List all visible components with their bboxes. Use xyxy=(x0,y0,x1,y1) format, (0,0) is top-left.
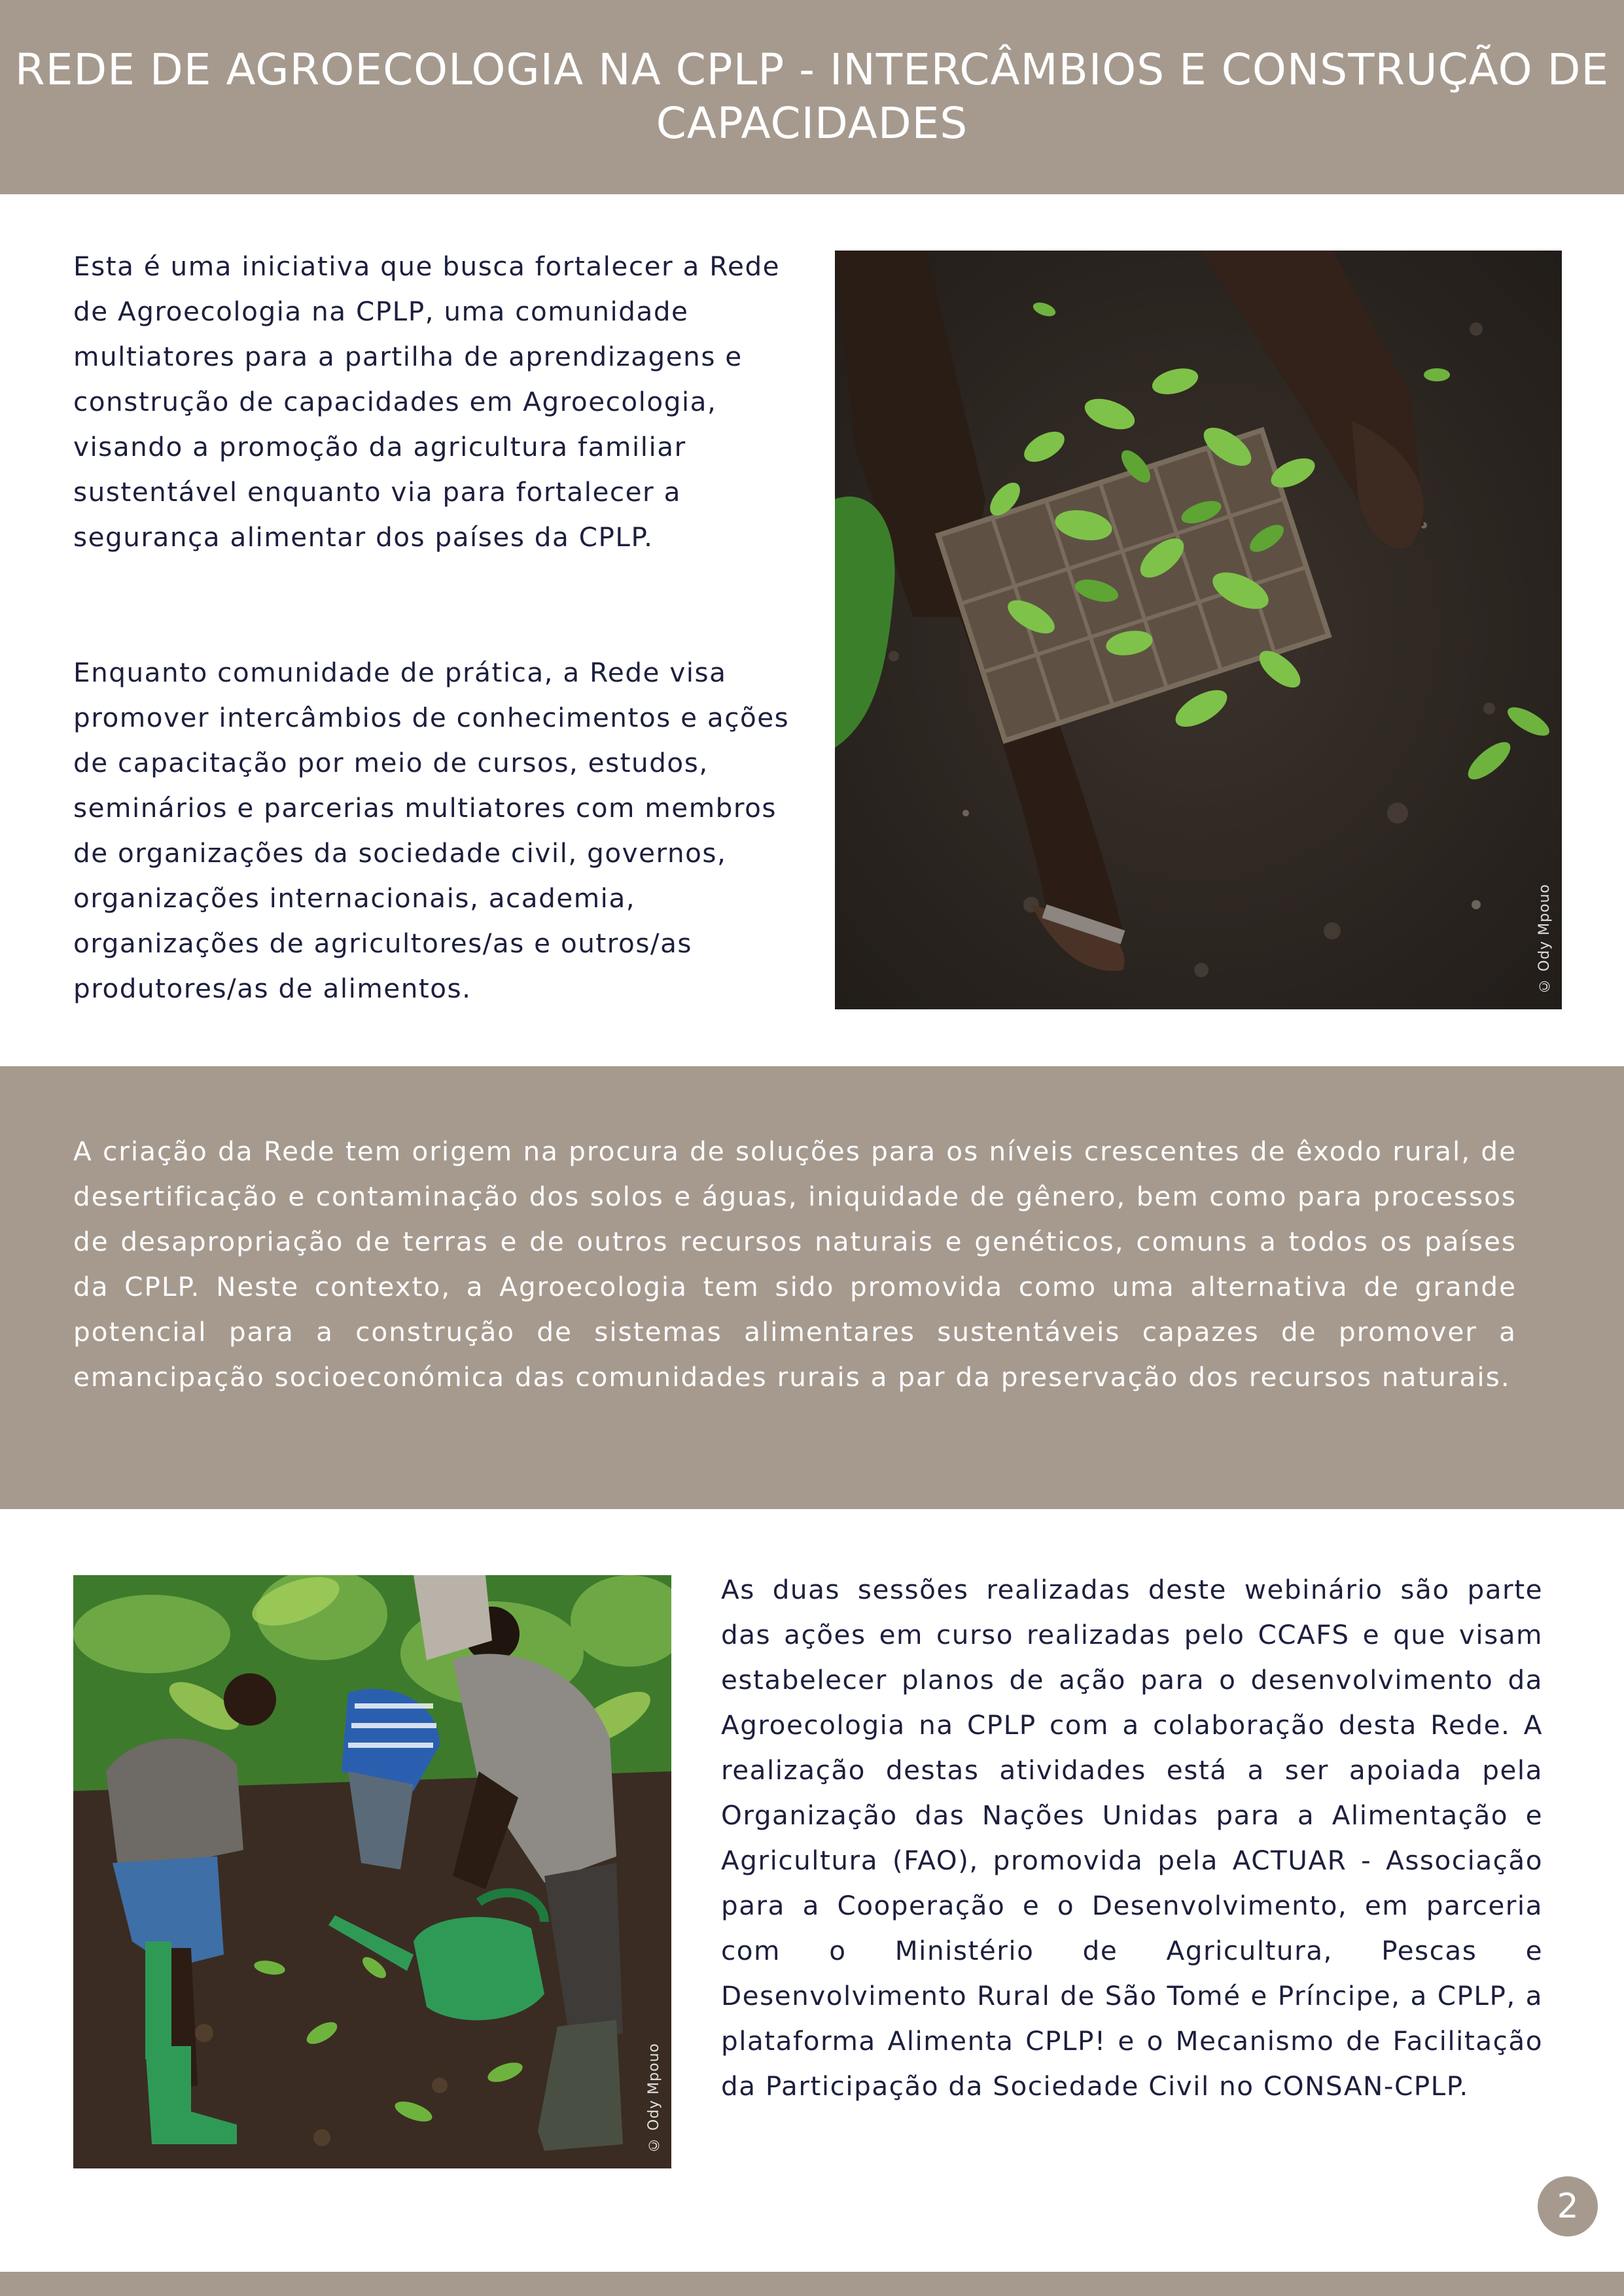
webinar-paragraph: As duas sessões realizadas deste webinário são parte das ações em curso realizadas pelo CCAFS e que visam estabelecer planos de ação para o desenvolvimento da Agroecologia na CPLP com a colaboração desta Rede. A realização destas atividades está a ser apoiada pela Organização das Nações Unidas para a Alimentação e Agricultura (FAO), promovida pela ACTUAR - Associação para a Cooperação e o Desenvolvimento, em parceria com o Ministério de Agricultura, Pescas e Desenvolvimento Rural de São Tomé e Príncipe, a CPLP, a plataforma Alimenta CPLP! e o Mecanismo de Facilitação da Participação da Sociedade Civil no CONSAN-CPLP. xyxy=(721,1574,1543,2102)
context-paragraph: A criação da Rede tem origem na procura de soluções para os níveis crescentes de êxodo rural, de desertificação e contaminação dos solos e águas, iniquidade de gênero, bem como para processos de desapropriação de terras e de outros recursos naturais e genéticos, comuns a todos os países da CPLP. Neste contexto, a Agroecologia tem sido promovida como uma alternativa de grande potencial para a construção de sistemas alimentares sustentáveis capazes de promover a emancipação socioeconómica das comunidades rurais a par da preservação dos recursos naturais. xyxy=(73,1136,1517,1393)
farmers-illustration xyxy=(73,1575,671,2168)
photo-credit: © Ody Mpouo xyxy=(646,2042,662,2153)
page-number-badge: 2 xyxy=(1538,2176,1598,2236)
seedling-tray-illustration xyxy=(835,251,1562,1009)
photo-credit: © Ody Mpouo xyxy=(1536,883,1553,994)
farmers-watering-photo xyxy=(73,1575,671,2168)
footer-band xyxy=(0,2272,1624,2296)
seedling-tray-photo xyxy=(835,251,1562,1009)
intro-paragraph-2: Enquanto comunidade de prática, a Rede visa promover intercâmbios de conhecimentos e ações de capacitação por meio de cursos, estudos, seminários e parcerias multiatores com membros de organizações da sociedade civil, governos, organizações internacionais, academia, organizações de agricultores/as e outros/as produtores/as de alimentos. xyxy=(73,657,790,1004)
page-title: REDE DE AGROECOLOGIA NA CPLP - INTERCÂMBIOS E CONSTRUÇÃO DE CAPACIDADES xyxy=(14,44,1610,148)
header-band xyxy=(0,0,1624,194)
intro-paragraph-1: Esta é uma iniciativa que busca fortalecer a Rede de Agroecologia na CPLP, uma comunidade multiatores para a partilha de aprendizagens e construção de capacidades em Agroecologia, visando a promoção da agricultura familiar sustentável enquanto via para fortalecer a segurança alimentar dos países da CPLP. xyxy=(73,251,781,553)
